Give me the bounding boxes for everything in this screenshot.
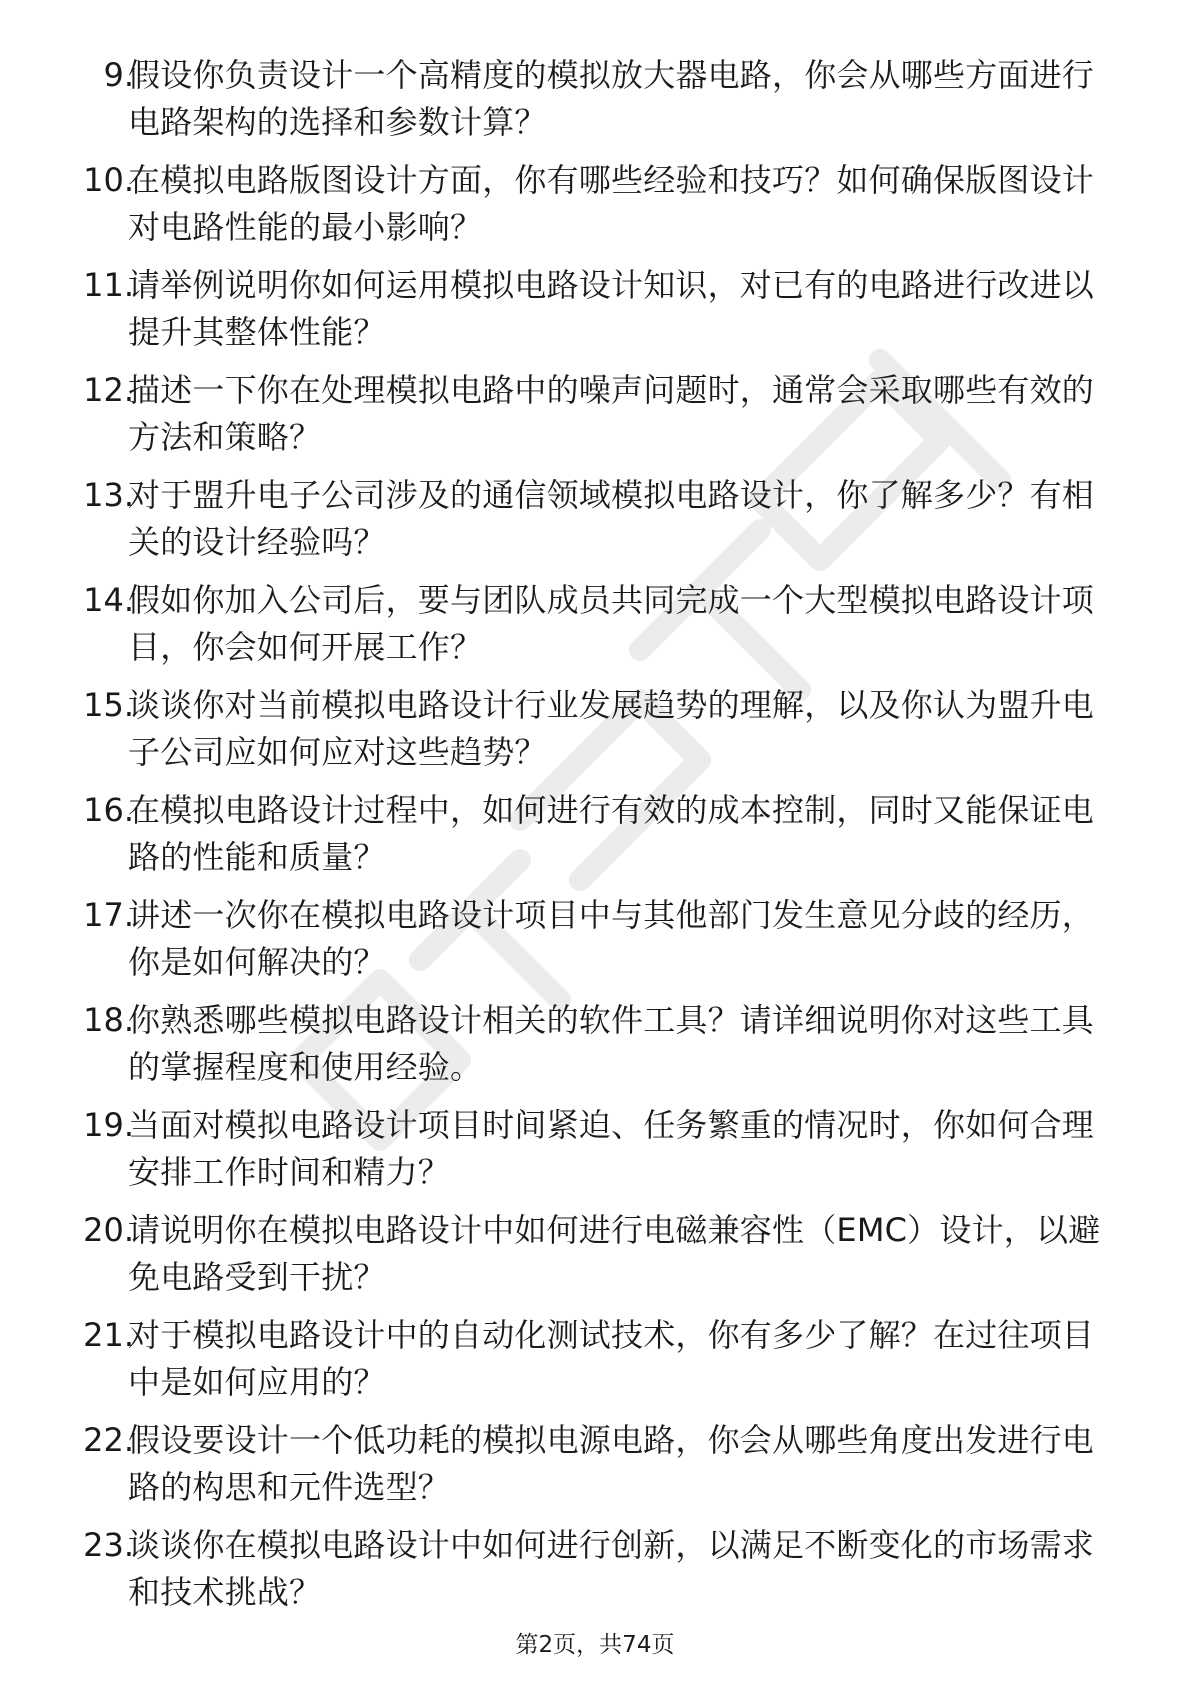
question-number: 22.: [83, 1421, 134, 1459]
question-number: 16.: [83, 791, 134, 829]
question-item: [0, 52, 1190, 157]
question-text: 你熟悉哪些模拟电路设计相关的软件工具？请详细说明你对这些工具的掌握程度和使用经验。: [128, 1001, 1095, 1086]
question-number: 15.: [83, 686, 134, 724]
question-item: [0, 1102, 1190, 1207]
question-number: 23.: [83, 1526, 134, 1564]
question-text: 请举例说明你如何运用模拟电路设计知识，对已有的电路进行改进以提升其整体性能？: [128, 266, 1095, 351]
question-item: [0, 472, 1190, 577]
question-text: 谈谈你对当前模拟电路设计行业发展趋势的理解，以及你认为盟升电子公司应如何应对这些趋势？: [128, 686, 1095, 771]
question-number: 10.: [83, 161, 134, 199]
question-item: [0, 682, 1190, 787]
question-item: [0, 1312, 1190, 1417]
question-text: 在模拟电路版图设计方面，你有哪些经验和技巧？如何确保版图设计对电路性能的最小影响？: [128, 161, 1095, 246]
question-item: [0, 367, 1190, 472]
question-number: 20.: [83, 1211, 134, 1249]
question-item: [0, 157, 1190, 262]
page-number-footer: 第2页，共74页: [515, 1632, 675, 1658]
question-number: 14.: [83, 581, 134, 619]
question-number: 11.: [83, 266, 134, 304]
question-number: 17.: [83, 896, 134, 934]
question-item: [0, 892, 1190, 997]
question-number: 18.: [83, 1001, 134, 1039]
question-text: 讲述一次你在模拟电路设计项目中与其他部门发生意见分歧的经历，你是如何解决的？: [128, 896, 1095, 981]
question-text: 对于盟升电子公司涉及的通信领域模拟电路设计，你了解多少？有相关的设计经验吗？: [128, 476, 1095, 561]
question-text: 假如你加入公司后，要与团队成员共同完成一个大型模拟电路设计项目，你会如何开展工作？: [128, 581, 1095, 666]
question-text: 描述一下你在处理模拟电路中的噪声问题时，通常会采取哪些有效的方法和策略？: [128, 371, 1095, 456]
question-item: [0, 1207, 1190, 1312]
question-text: 假设你负责设计一个高精度的模拟放大器电路，你会从哪些方面进行电路架构的选择和参数计算？: [128, 56, 1095, 141]
question-item: [0, 997, 1190, 1102]
question-text: 对于模拟电路设计中的自动化测试技术，你有多少了解？在过往项目中是如何应用的？: [128, 1316, 1095, 1401]
question-number: 21.: [83, 1316, 134, 1354]
question-item: [0, 787, 1190, 892]
question-item: [0, 577, 1190, 682]
question-text: 谈谈你在模拟电路设计中如何进行创新，以满足不断变化的市场需求和技术挑战？: [128, 1526, 1095, 1611]
question-list: [0, 52, 1190, 1627]
question-number: 9.: [103, 56, 134, 94]
question-item: [0, 1417, 1190, 1522]
question-number: 13.: [83, 476, 134, 514]
question-text: 假设要设计一个低功耗的模拟电源电路，你会从哪些角度出发进行电路的构思和元件选型？: [128, 1421, 1095, 1506]
question-text: 当面对模拟电路设计项目时间紧迫、任务繁重的情况时，你如何合理安排工作时间和精力？: [128, 1106, 1095, 1191]
question-item: [0, 1522, 1190, 1627]
question-number: 12.: [83, 371, 134, 409]
question-text: 请说明你在模拟电路设计中如何进行电磁兼容性（EMC）设计，以避免电路受到干扰？: [128, 1211, 1101, 1296]
question-number: 19.: [83, 1106, 134, 1144]
question-text: 在模拟电路设计过程中，如何进行有效的成本控制，同时又能保证电路的性能和质量？: [128, 791, 1095, 876]
question-item: [0, 262, 1190, 367]
